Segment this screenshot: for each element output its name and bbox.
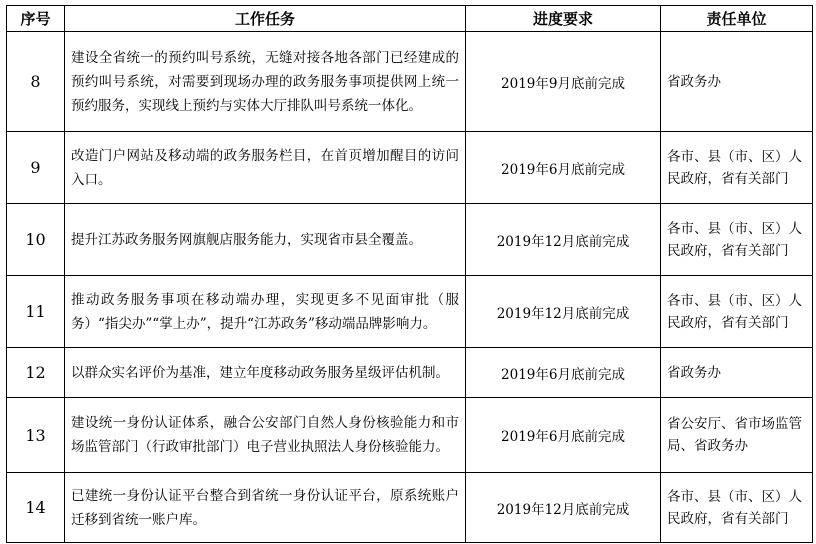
header-task: 工作任务 bbox=[65, 6, 466, 32]
row-unit: 各市、县（市、区）人民政府，省有关部门 bbox=[661, 132, 813, 204]
table-row bbox=[7, 132, 813, 204]
row-num: 8 bbox=[7, 32, 65, 132]
row-task: 推动政务服务事项在移动端办理，实现更多不见面审批（服务）“指尖办”“掌上办”，提升“江苏政务”移动端品牌影响力。 bbox=[65, 276, 466, 348]
table-row bbox=[7, 348, 813, 398]
row-schedule: 2019年9月底前完成 bbox=[466, 32, 661, 132]
row-num: 11 bbox=[7, 276, 65, 348]
row-schedule: 2019年6月底前完成 bbox=[466, 398, 661, 473]
row-task: 提升江苏政务服务网旗舰店服务能力，实现省市县全覆盖。 bbox=[65, 204, 466, 276]
row-unit: 省公安厅、省市场监管局、省政务办 bbox=[661, 398, 813, 473]
row-unit: 各市、县（市、区）人民政府，省有关部门 bbox=[661, 276, 813, 348]
row-task: 已建统一身份认证平台整合到省统一身份认证平台，原系统账户迁移到省统一账户库。 bbox=[65, 473, 466, 543]
row-unit: 各市、县（市、区）人民政府，省有关部门 bbox=[661, 204, 813, 276]
row-task: 改造门户网站及移动端的政务服务栏目，在首页增加醒目的访问入口。 bbox=[65, 132, 466, 204]
header-schedule: 进度要求 bbox=[466, 6, 661, 32]
row-num: 14 bbox=[7, 473, 65, 543]
header-row bbox=[7, 6, 813, 32]
row-schedule: 2019年6月底前完成 bbox=[466, 132, 661, 204]
table-row bbox=[7, 473, 813, 543]
row-unit: 省政务办 bbox=[661, 348, 813, 398]
header-unit: 责任单位 bbox=[661, 6, 813, 32]
table-row bbox=[7, 398, 813, 473]
row-num: 13 bbox=[7, 398, 65, 473]
header-num: 序号 bbox=[7, 6, 65, 32]
row-task: 建设统一身份认证体系，融合公安部门自然人身份核验能力和市场监管部门（行政审批部门）电子营业执照法人身份核验能力。 bbox=[65, 398, 466, 473]
row-schedule: 2019年6月底前完成 bbox=[466, 348, 661, 398]
row-schedule: 2019年12月底前完成 bbox=[466, 276, 661, 348]
table-row bbox=[7, 204, 813, 276]
task-table bbox=[6, 5, 813, 543]
row-num: 10 bbox=[7, 204, 65, 276]
table-row bbox=[7, 276, 813, 348]
row-num: 9 bbox=[7, 132, 65, 204]
row-unit: 省政务办 bbox=[661, 32, 813, 132]
table-row bbox=[7, 32, 813, 132]
row-unit: 各市、县（市、区）人民政府，省有关部门 bbox=[661, 473, 813, 543]
row-task: 建设全省统一的预约叫号系统，无缝对接各地各部门已经建成的预约叫号系统，对需要到现场办理的政务服务事项提供网上统一预约服务，实现线上预约与实体大厅排队叫号系统一体化。 bbox=[65, 32, 466, 132]
row-schedule: 2019年12月底前完成 bbox=[466, 473, 661, 543]
row-task: 以群众实名评价为基准，建立年度移动政务服务星级评估机制。 bbox=[65, 348, 466, 398]
row-schedule: 2019年12月底前完成 bbox=[466, 204, 661, 276]
row-num: 12 bbox=[7, 348, 65, 398]
